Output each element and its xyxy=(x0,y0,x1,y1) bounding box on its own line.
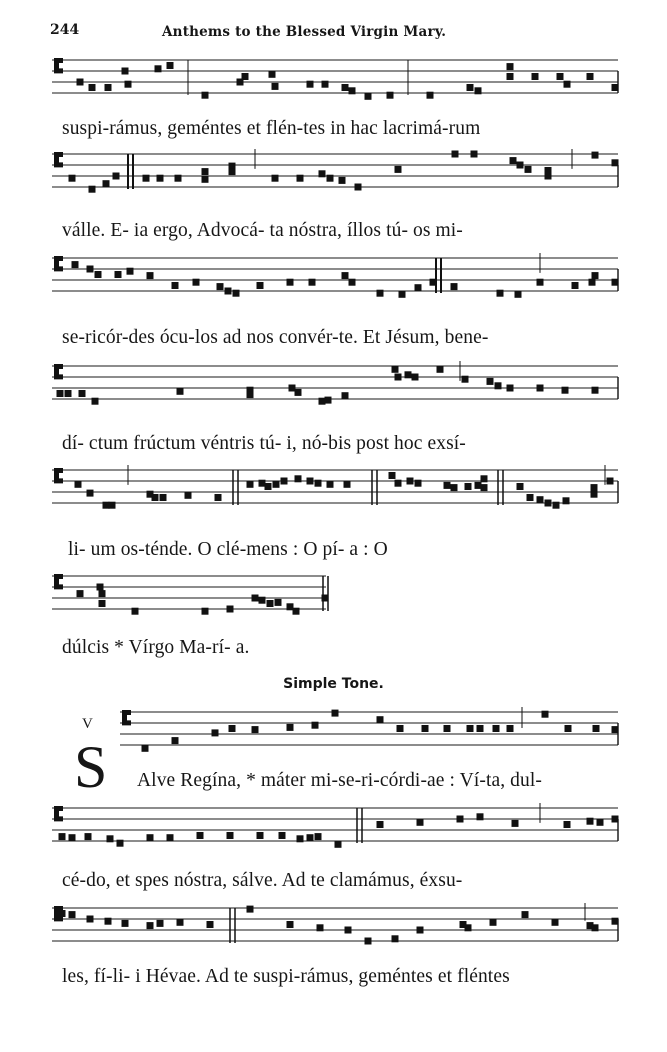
neume-note xyxy=(315,480,322,487)
lyric-line: dí- ctum frúctum véntris tú- i, nó-bis post hoc exsí- xyxy=(62,433,466,454)
chant-staff xyxy=(0,360,667,420)
neume-note xyxy=(152,494,159,501)
neume-note xyxy=(103,180,110,187)
neume-note xyxy=(99,600,106,607)
neume-note xyxy=(377,716,384,723)
chant-staff xyxy=(0,902,667,962)
neume-note xyxy=(564,81,571,88)
neume-note xyxy=(597,819,604,826)
neume-note xyxy=(471,151,478,158)
neume-note xyxy=(477,813,484,820)
neume-note xyxy=(293,608,300,615)
neume-note xyxy=(115,271,122,278)
neume-note xyxy=(72,261,79,268)
neume-note xyxy=(297,835,304,842)
neume-note xyxy=(147,922,154,929)
neume-note xyxy=(537,496,544,503)
neume-note xyxy=(545,173,552,180)
neume-note xyxy=(387,92,394,99)
neume-note xyxy=(287,921,294,928)
neume-note xyxy=(247,906,254,913)
neume-note xyxy=(257,282,264,289)
neume-note xyxy=(430,279,437,286)
neume-note xyxy=(591,484,598,491)
chant-staff xyxy=(0,54,667,114)
neume-note xyxy=(99,590,106,597)
lyric-line: les, fí-li- i Hévae. Ad te suspi-rámus, geméntes et fléntes xyxy=(62,966,510,987)
neume-note xyxy=(537,279,544,286)
c-clef xyxy=(122,710,131,725)
neume-note xyxy=(355,184,362,191)
c-clef xyxy=(54,806,63,821)
neume-note xyxy=(467,725,474,732)
neume-note xyxy=(287,279,294,286)
lyric-line: válle. E- ia ergo, Advocá- ta nóstra, íllos tú- os mi- xyxy=(62,220,463,241)
neume-note xyxy=(75,481,82,488)
neume-note xyxy=(95,271,102,278)
neume-note xyxy=(607,478,614,485)
lyric-line: cé-do, et spes nóstra, sálve. Ad te clamámus, éxsu- xyxy=(62,870,463,891)
neume-note xyxy=(295,389,302,396)
neume-note xyxy=(125,81,132,88)
neume-note xyxy=(422,725,429,732)
neume-note xyxy=(287,724,294,731)
neume-note xyxy=(312,722,319,729)
neume-note xyxy=(510,157,517,164)
neume-note xyxy=(377,290,384,297)
neume-note xyxy=(117,840,124,847)
neume-note xyxy=(415,284,422,291)
neume-note xyxy=(97,584,104,591)
neume-note xyxy=(552,919,559,926)
neume-note xyxy=(545,500,552,507)
neume-note xyxy=(612,816,619,823)
neume-note xyxy=(515,291,522,298)
neume-note xyxy=(392,935,399,942)
neume-note xyxy=(247,391,254,398)
neume-note xyxy=(65,390,72,397)
neume-note xyxy=(69,175,76,182)
neume-note xyxy=(497,290,504,297)
neume-note xyxy=(592,387,599,394)
neume-note xyxy=(592,272,599,279)
neume-note xyxy=(522,911,529,918)
neume-note xyxy=(59,910,66,917)
chant-staff xyxy=(0,570,667,630)
neume-note xyxy=(592,152,599,159)
neume-note xyxy=(225,288,232,295)
neume-note xyxy=(207,921,214,928)
neume-note xyxy=(517,483,524,490)
neume-note xyxy=(592,924,599,931)
neume-note xyxy=(105,84,112,91)
neume-note xyxy=(507,725,514,732)
neume-note xyxy=(612,159,619,166)
neume-note xyxy=(553,502,560,509)
neume-note xyxy=(267,600,274,607)
chant-staff xyxy=(0,252,667,312)
neume-note xyxy=(322,81,329,88)
neume-note xyxy=(349,279,356,286)
neume-note xyxy=(319,170,326,177)
c-clef xyxy=(54,152,63,167)
neume-note xyxy=(272,83,279,90)
neume-note xyxy=(444,482,451,489)
neume-note xyxy=(532,73,539,80)
neume-note xyxy=(59,833,66,840)
neume-note xyxy=(591,491,598,498)
neume-note xyxy=(122,920,129,927)
neume-note xyxy=(507,73,514,80)
neume-note xyxy=(377,821,384,828)
neume-note xyxy=(563,497,570,504)
page-number: 244 xyxy=(50,22,80,38)
neume-note xyxy=(537,385,544,392)
neume-note xyxy=(507,63,514,70)
neume-note xyxy=(215,494,222,501)
neume-note xyxy=(77,590,84,597)
neume-note xyxy=(273,481,280,488)
neume-note xyxy=(395,480,402,487)
c-clef xyxy=(54,58,63,73)
neume-note xyxy=(612,84,619,91)
neume-note xyxy=(87,916,94,923)
neume-note xyxy=(92,398,99,405)
neume-note xyxy=(87,490,94,497)
neume-note xyxy=(105,918,112,925)
neume-note xyxy=(315,833,322,840)
neume-note xyxy=(444,725,451,732)
neume-note xyxy=(525,166,532,173)
neume-note xyxy=(113,173,120,180)
neume-note xyxy=(487,378,494,385)
neume-note xyxy=(177,919,184,926)
neume-note xyxy=(344,481,351,488)
c-clef xyxy=(54,256,63,271)
neume-note xyxy=(451,484,458,491)
neume-note xyxy=(202,176,209,183)
neume-note xyxy=(307,478,314,485)
lyric-line: li- um os-ténde. O clé-mens : O pí- a : O xyxy=(68,539,388,560)
neume-note xyxy=(332,710,339,717)
neume-note xyxy=(407,478,414,485)
neume-note xyxy=(392,366,399,373)
neume-note xyxy=(342,272,349,279)
neume-note xyxy=(477,725,484,732)
neume-note xyxy=(319,398,326,405)
neume-note xyxy=(335,841,342,848)
neume-note xyxy=(587,818,594,825)
neume-note xyxy=(417,819,424,826)
neume-note xyxy=(342,392,349,399)
neume-note xyxy=(612,726,619,733)
neume-note xyxy=(229,725,236,732)
neume-note xyxy=(612,279,619,286)
neume-note xyxy=(175,175,182,182)
chant-staff xyxy=(0,464,667,524)
neume-note xyxy=(452,151,459,158)
neume-note xyxy=(415,480,422,487)
neume-note xyxy=(322,595,329,602)
neume-note xyxy=(172,282,179,289)
neume-note xyxy=(122,68,129,75)
neume-note xyxy=(527,494,534,501)
neume-note xyxy=(259,597,266,604)
neume-note xyxy=(155,65,162,72)
neume-note xyxy=(475,87,482,94)
neume-note xyxy=(242,73,249,80)
neume-note xyxy=(132,608,139,615)
neume-note xyxy=(465,483,472,490)
neume-note xyxy=(327,175,334,182)
neume-note xyxy=(89,186,96,193)
neume-note xyxy=(252,595,259,602)
versicle-mark: V xyxy=(82,716,93,732)
neume-note xyxy=(565,725,572,732)
neume-note xyxy=(57,390,64,397)
c-clef xyxy=(54,574,63,589)
neume-note xyxy=(417,927,424,934)
neume-note xyxy=(317,924,324,931)
neume-note xyxy=(327,481,334,488)
neume-note xyxy=(517,162,524,169)
neume-note xyxy=(227,832,234,839)
neume-note xyxy=(507,385,514,392)
neume-note xyxy=(481,475,488,482)
neume-note xyxy=(512,820,519,827)
neume-note xyxy=(389,472,396,479)
neume-note xyxy=(269,71,276,78)
neume-note xyxy=(202,92,209,99)
neume-note xyxy=(437,366,444,373)
neume-note xyxy=(77,79,84,86)
neume-note xyxy=(281,478,288,485)
neume-note xyxy=(69,911,76,918)
neume-note xyxy=(143,175,150,182)
neume-note xyxy=(572,282,579,289)
neume-note xyxy=(202,608,209,615)
neume-note xyxy=(275,599,282,606)
drop-cap-letter: S xyxy=(74,734,108,800)
lyric-line: dúlcis * Vírgo Ma-rí- a. xyxy=(62,637,250,658)
neume-note xyxy=(197,832,204,839)
neume-note xyxy=(247,481,254,488)
neume-note xyxy=(167,62,174,69)
neume-note xyxy=(562,387,569,394)
neume-note xyxy=(493,725,500,732)
neume-note xyxy=(142,745,149,752)
neume-note xyxy=(227,606,234,613)
neume-note xyxy=(193,279,200,286)
neume-note xyxy=(157,920,164,927)
neume-note xyxy=(542,711,549,718)
neume-note xyxy=(307,81,314,88)
neume-note xyxy=(399,291,406,298)
neume-note xyxy=(395,166,402,173)
neume-note xyxy=(462,376,469,383)
neume-note xyxy=(157,175,164,182)
neume-note xyxy=(272,175,279,182)
neume-note xyxy=(85,833,92,840)
neume-note xyxy=(307,834,314,841)
neume-note xyxy=(297,175,304,182)
neume-note xyxy=(289,385,296,392)
section-heading: Simple Tone. xyxy=(283,676,384,692)
c-clef xyxy=(54,364,63,379)
neume-note xyxy=(405,371,412,378)
neume-note xyxy=(185,492,192,499)
neume-note xyxy=(495,382,502,389)
neume-note xyxy=(212,729,219,736)
neume-note xyxy=(397,725,404,732)
neume-note xyxy=(229,168,236,175)
neume-note xyxy=(325,397,332,404)
neume-note xyxy=(589,279,596,286)
neume-note xyxy=(265,483,272,490)
neume-note xyxy=(395,374,402,381)
neume-note xyxy=(457,816,464,823)
neume-note xyxy=(349,87,356,94)
neume-note xyxy=(427,92,434,99)
chant-staff xyxy=(0,148,667,208)
neume-note xyxy=(557,73,564,80)
neume-note xyxy=(345,927,352,934)
neume-note xyxy=(89,84,96,91)
neume-note xyxy=(202,168,209,175)
neume-note xyxy=(109,502,116,509)
neume-note xyxy=(342,84,349,91)
neume-note xyxy=(365,93,372,100)
neume-note xyxy=(451,283,458,290)
neume-note xyxy=(465,924,472,931)
neume-note xyxy=(69,834,76,841)
neume-note xyxy=(252,726,259,733)
neume-note xyxy=(177,388,184,395)
neume-note xyxy=(279,832,286,839)
lyric-line: Alve Regína, * máter mi-se-ri-córdi-ae : Ví-ta, dul- xyxy=(137,770,542,791)
neume-note xyxy=(147,272,154,279)
neume-note xyxy=(127,268,134,275)
neume-note xyxy=(490,919,497,926)
neume-note xyxy=(467,84,474,91)
neume-note xyxy=(233,290,240,297)
neume-note xyxy=(259,480,266,487)
neume-note xyxy=(365,938,372,945)
neume-note xyxy=(564,821,571,828)
lyric-line: suspi-rámus, geméntes et flén-tes in hac lacrimá-rum xyxy=(62,118,481,139)
neume-note xyxy=(295,475,302,482)
neume-note xyxy=(107,835,114,842)
neume-note xyxy=(339,177,346,184)
chant-staff xyxy=(0,802,667,862)
neume-note xyxy=(257,832,264,839)
neume-note xyxy=(481,484,488,491)
neume-note xyxy=(287,603,294,610)
neume-note xyxy=(593,725,600,732)
neume-note xyxy=(167,834,174,841)
neume-note xyxy=(612,918,619,925)
neume-note xyxy=(172,737,179,744)
neume-note xyxy=(160,494,167,501)
neume-note xyxy=(217,283,224,290)
lyric-line: se-ricór-des ócu-los ad nos convér-te. Et Jésum, bene- xyxy=(62,327,489,348)
neume-note xyxy=(587,73,594,80)
neume-note xyxy=(79,390,86,397)
neume-note xyxy=(475,482,482,489)
c-clef xyxy=(54,468,63,483)
neume-note xyxy=(103,502,110,509)
neume-note xyxy=(147,834,154,841)
running-title: Anthems to the Blessed Virgin Mary. xyxy=(162,24,447,40)
neume-note xyxy=(87,266,94,273)
neume-note xyxy=(309,279,316,286)
neume-note xyxy=(412,374,419,381)
